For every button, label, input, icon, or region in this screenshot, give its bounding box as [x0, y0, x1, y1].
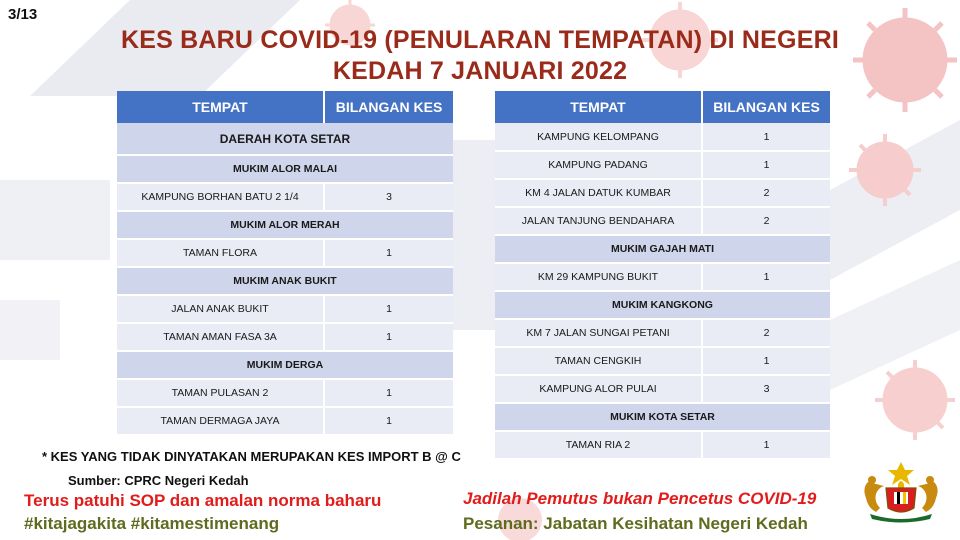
cases-table-right [495, 91, 830, 460]
place-name: TAMAN PULASAN 2 [117, 379, 324, 407]
place-name: KM 4 JALAN DATUK KUMBAR [495, 179, 702, 207]
message-credit: Pesanan: Jabatan Kesihatan Negeri Kedah [463, 514, 808, 533]
mukim-name: MUKIM ALOR MALAI [117, 155, 453, 183]
column-header-place: TEMPAT [117, 91, 324, 123]
case-count: 2 [702, 179, 830, 207]
hashtags: #kitajagakita #kitamestimenang [24, 514, 280, 533]
source-text: Sumber: CPRC Negeri Kedah [68, 473, 249, 488]
mukim-header-row [495, 403, 830, 431]
mukim-header-row [495, 235, 830, 263]
case-count: 3 [702, 375, 830, 403]
case-count: 1 [702, 123, 830, 151]
table-row [117, 295, 453, 323]
case-count: 1 [702, 263, 830, 291]
district-name: DAERAH KOTA SETAR [117, 123, 453, 155]
mukim-header-row [117, 351, 453, 379]
mukim-name: MUKIM KOTA SETAR [495, 403, 830, 431]
place-name: KAMPUNG BORHAN BATU 2 1/4 [117, 183, 324, 211]
mukim-name: MUKIM KANGKONG [495, 291, 830, 319]
case-count: 1 [324, 407, 453, 435]
place-name: KAMPUNG PADANG [495, 151, 702, 179]
table-row [117, 323, 453, 351]
place-name: KM 29 KAMPUNG BUKIT [495, 263, 702, 291]
column-header-count: BILANGAN KES [324, 91, 453, 123]
table-row [117, 239, 453, 267]
table-row [495, 151, 830, 179]
case-count: 1 [324, 239, 453, 267]
place-name: KM 7 JALAN SUNGAI PETANI [495, 319, 702, 347]
case-count: 1 [702, 431, 830, 459]
cases-table-left [117, 91, 453, 436]
case-count: 1 [324, 379, 453, 407]
case-count: 1 [324, 295, 453, 323]
table-row [495, 431, 830, 459]
mukim-name: MUKIM ANAK BUKIT [117, 267, 453, 295]
table-row [495, 263, 830, 291]
place-name: TAMAN RIA 2 [495, 431, 702, 459]
table-row [117, 379, 453, 407]
case-count: 1 [702, 151, 830, 179]
column-header-count: BILANGAN KES [702, 91, 830, 123]
table-row [495, 347, 830, 375]
page-title-line2: KEDAH 7 JANUARI 2022 [332, 57, 628, 85]
place-name: KAMPUNG KELOMPANG [495, 123, 702, 151]
place-name: TAMAN FLORA [117, 239, 324, 267]
place-name: JALAN ANAK BUKIT [117, 295, 324, 323]
mukim-header-row [495, 291, 830, 319]
slogan: Jadilah Pemutus bukan Pencetus COVID-19 [463, 489, 817, 508]
table-row [495, 319, 830, 347]
mukim-name: MUKIM ALOR MERAH [117, 211, 453, 239]
case-count: 2 [702, 319, 830, 347]
district-header-row [117, 123, 453, 155]
case-count: 1 [702, 347, 830, 375]
footnote: * KES YANG TIDAK DINYATAKAN MERUPAKAN KES IMPORT B @ C [42, 449, 461, 464]
table-row [495, 179, 830, 207]
place-name: TAMAN AMAN FASA 3A [117, 323, 324, 351]
column-header-place: TEMPAT [495, 91, 702, 123]
place-name: TAMAN CENGKIH [495, 347, 702, 375]
table-row [117, 183, 453, 211]
case-count: 3 [324, 183, 453, 211]
kedah-state-emblem [856, 458, 946, 524]
place-name: JALAN TANJUNG BENDAHARA [495, 207, 702, 235]
sop-message: Terus patuhi SOP dan amalan norma baharu [24, 491, 382, 510]
mukim-name: MUKIM GAJAH MATI [495, 235, 830, 263]
mukim-name: MUKIM DERGA [117, 351, 453, 379]
table-row [117, 407, 453, 435]
page-number: 3/13 [8, 6, 38, 23]
mukim-header-row [117, 211, 453, 239]
table-header-row [495, 91, 830, 123]
table-row [495, 375, 830, 403]
mukim-header-row [117, 155, 453, 183]
table-row [495, 207, 830, 235]
case-count: 2 [702, 207, 830, 235]
place-name: KAMPUNG ALOR PULAI [495, 375, 702, 403]
virus-icon [875, 360, 955, 440]
place-name: TAMAN DERMAGA JAYA [117, 407, 324, 435]
table-row [495, 123, 830, 151]
case-count: 1 [324, 323, 453, 351]
page-title: KES BARU COVID-19 (PENULARAN TEMPATAN) DI NEGERI [121, 26, 839, 54]
mukim-header-row [117, 267, 453, 295]
table-header-row [117, 91, 453, 123]
